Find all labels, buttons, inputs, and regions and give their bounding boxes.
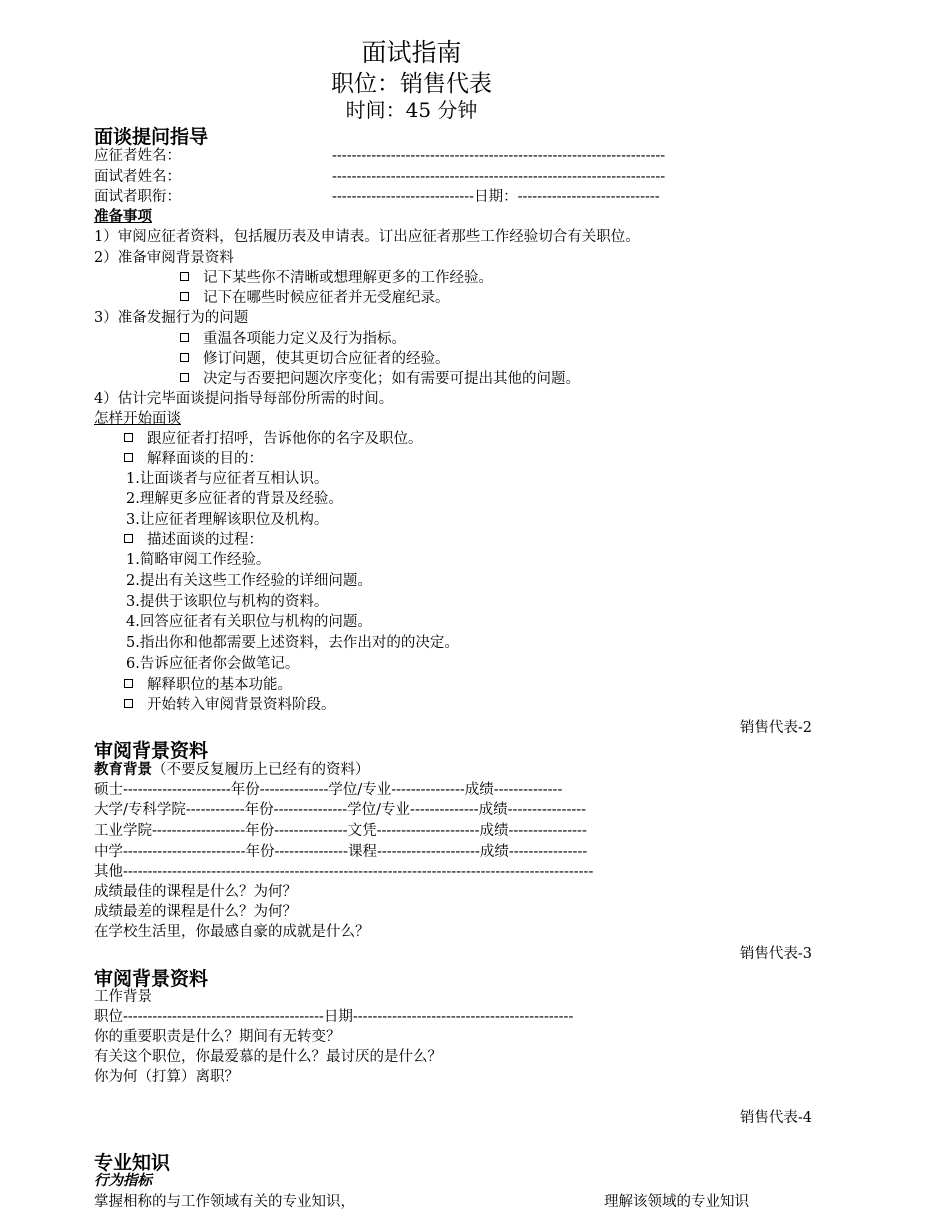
edu-row-highschool: 中学-------------------------年份---------------课程---------------------成绩---------------- [94, 844, 588, 860]
process-item-2: 2.提出有关这些工作经验的详细问题。 [126, 573, 372, 589]
edu-label: 教育背景 [94, 761, 152, 778]
skill-indicator-left: 掌握相称的与工作领域有关的专业知识， [94, 1194, 355, 1210]
edu-question-1: 成绩最佳的课程是什么？为何？ [94, 884, 297, 900]
doc-time: 时间：45 分钟 [345, 98, 478, 122]
work-heading: 审阅背景资料 [94, 968, 209, 990]
guide-heading: 面谈提问指导 [94, 126, 209, 148]
checkbox-icon [124, 679, 133, 688]
skill-heading: 专业知识 [94, 1152, 171, 1174]
prep-item-4: 4）估计完毕面谈提问指导每部份所需的时间。 [94, 391, 394, 407]
start-heading: 怎样开始面谈 [94, 411, 181, 427]
work-question-1: 你的重要职责是什么？期间有无转变？ [94, 1029, 341, 1045]
prep-item-2a: 记下某些你不清晰或想理解更多的工作经验。 [203, 270, 493, 286]
start-bullet [124, 695, 336, 715]
skill-indicator-right: 理解该领域的专业知识 [604, 1194, 749, 1210]
work-question-3: 你为何（打算）离职？ [94, 1069, 239, 1085]
prep-item-3c: 决定与否要把问题次序变化；如有需要可提出其他的问题。 [203, 371, 580, 387]
start-item-3: 描述面谈的过程： [147, 532, 263, 548]
edu-row-masters: 硕士----------------------年份--------------学位/专业---------------成绩-------------- [94, 782, 563, 798]
start-item-4: 解释职位的基本功能。 [147, 677, 292, 693]
start-bullet [124, 449, 263, 469]
prep-item-2b: 记下在哪些时候应征者并无受雇纪录。 [203, 290, 450, 306]
edu-heading: 审阅背景资料 [94, 740, 209, 762]
process-item-5: 5.指出你和他都需要上述资料，去作出对的的决定。 [126, 635, 459, 651]
checkbox-icon [124, 699, 133, 708]
prep-bullet [180, 329, 406, 349]
checkbox-icon [180, 373, 189, 382]
process-item-1: 1.简略审阅工作经验。 [126, 552, 271, 568]
checkbox-icon [124, 433, 133, 442]
prep-item-3: 3）准备发掘行为的问题 [94, 310, 249, 326]
checkbox-icon [180, 292, 189, 301]
prep-item-1: 1）审阅应征者资料，包括履历表及申请表。订出应征者那些工作经验切合有关职位。 [94, 229, 640, 245]
start-bullet [124, 530, 263, 550]
work-label: 工作背景 [94, 989, 152, 1005]
edu-row-other: 其他------------------------------------------------------------------------------------------------ [94, 864, 594, 880]
purpose-item-1: 1.让面谈者与应征者互相认识。 [126, 471, 329, 487]
prep-heading: 准备事项 [94, 208, 152, 225]
purpose-item-3: 3.让应征者理解该职位及机构。 [126, 512, 329, 528]
edu-question-2: 成绩最差的课程是什么？为何？ [94, 904, 297, 920]
skill-subheading: 行为指标 [94, 1173, 152, 1189]
purpose-item-2: 2.理解更多应征者的背景及经验。 [126, 491, 343, 507]
checkbox-icon [180, 333, 189, 342]
interviewer-line: -------------------------------------------------------------------- [332, 169, 666, 185]
doc-position: 职位：销售代表 [331, 71, 492, 97]
checkbox-icon [180, 353, 189, 362]
prep-bullet [180, 268, 493, 288]
start-bullet [124, 429, 423, 449]
start-item-5: 开始转入审阅背景资料阶段。 [147, 697, 336, 713]
edu-note: （不要反复履历上已经有的资料） [152, 762, 370, 778]
page-mark-3: 销售代表-3 [739, 946, 812, 962]
start-item-1: 跟应征者打招呼，告诉他你的名字及职位。 [147, 431, 423, 447]
start-item-2: 解释面谈的目的： [147, 451, 263, 467]
page-mark-4: 销售代表-4 [739, 1110, 812, 1126]
title-date-line: -----------------------------日期：----------------------------- [332, 189, 660, 205]
interviewer-label: 面试者姓名： [94, 169, 181, 185]
edu-label-line [94, 760, 370, 780]
doc-title: 面试指南 [361, 38, 462, 67]
edu-row-university: 大学/专科学院------------年份---------------学位/专业--------------成绩---------------- [94, 802, 587, 818]
process-item-3: 3.提供于该职位与机构的资料。 [126, 594, 329, 610]
prep-item-2: 2）准备审阅背景资料 [94, 250, 234, 266]
work-question-2: 有关这个职位，你最爱慕的是什么？最讨厌的是什么？ [94, 1049, 442, 1065]
prep-bullet [180, 369, 580, 389]
process-item-4: 4.回答应征者有关职位与机构的问题。 [126, 614, 372, 630]
edu-row-polytechnic: 工业学院-------------------年份---------------文凭---------------------成绩---------------- [94, 823, 587, 839]
title-label: 面试者职衔： [94, 189, 181, 205]
prep-bullet [180, 349, 450, 369]
prep-bullet [180, 288, 450, 308]
prep-item-3a: 重温各项能力定义及行为指标。 [203, 331, 406, 347]
prep-item-3b: 修订问题，使其更切合应征者的经验。 [203, 351, 450, 367]
page-mark-2: 销售代表-2 [739, 720, 812, 736]
edu-question-3: 在学校生活里，你最感自豪的成就是什么？ [94, 924, 370, 940]
checkbox-icon [180, 272, 189, 281]
start-bullet [124, 675, 292, 695]
checkbox-icon [124, 453, 133, 462]
process-item-6: 6.告诉应征者你会做笔记。 [126, 656, 300, 672]
checkbox-icon [124, 534, 133, 543]
applicant-line: -------------------------------------------------------------------- [332, 148, 666, 164]
applicant-label: 应征者姓名： [94, 148, 181, 164]
work-row: 职位-----------------------------------------日期--------------------------------------------- [94, 1009, 574, 1025]
